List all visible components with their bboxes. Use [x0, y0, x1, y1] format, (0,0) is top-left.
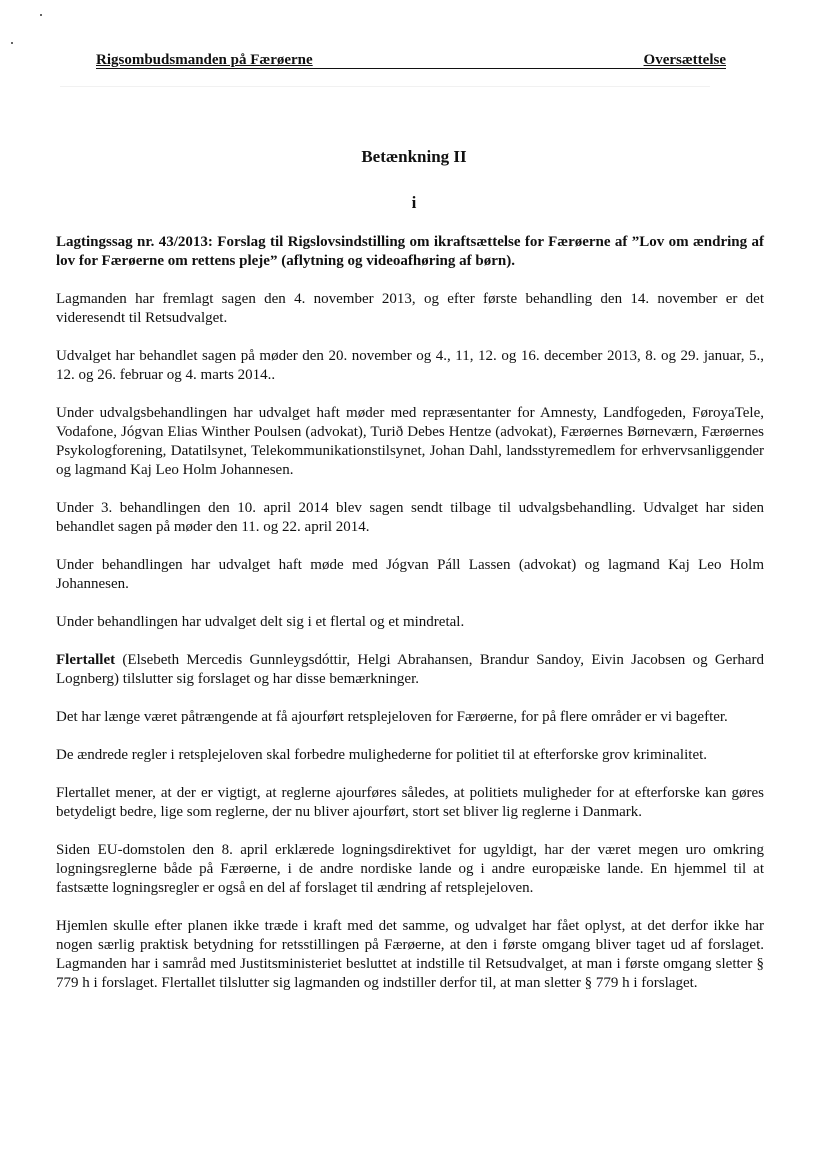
paragraph: Lagmanden har fremlagt sagen den 4. november 2013, og efter første behandling den 14. november er det videresendt til Retsudvalget.	[56, 291, 764, 326]
scan-speck	[11, 42, 13, 44]
section-numeral: i	[411, 193, 417, 212]
faint-scan-line	[60, 86, 710, 87]
paragraph: Siden EU-domstolen den 8. april erklærede logningsdirektivet for ugyldigt, har der været megen uro omkring logningsreglerne både på Færøerne, i de andre nordiske lande og i andre europæiske lande. En hjemmel til at fastsætte logningsregler er også en del af forslaget til ændring af retsplejeloven.	[56, 842, 764, 896]
document-title: Betænkning II	[361, 147, 467, 166]
majority-label: Flertallet	[56, 652, 116, 668]
paragraph: Under behandlingen har udvalget delt sig i et flertal og et mindretal.	[56, 614, 465, 630]
header-translation-label: Oversættelse	[643, 52, 726, 68]
header-authority: Rigsombudsmanden på Færøerne	[96, 52, 313, 68]
document-body	[56, 233, 764, 1012]
paragraph: Udvalget har behandlet sagen på møder den 20. november og 4., 11, 12. og 16. december 2013, 8. og 29. januar, 5., 12. og 26. februar og 4. marts 2014..	[56, 348, 764, 383]
paragraph: Under behandlingen har udvalget haft møde med Jógvan Páll Lassen (advokat) og lagmand Kaj Leo Holm Johannesen.	[56, 557, 764, 592]
paragraph: Under udvalgsbehandlingen har udvalget haft møder med repræsentanter for Amnesty, Landfogeden, FøroyaTele, Vodafone, Jógvan Elias Winther Poulsen (advokat), Turið Debes Hentze (advokat), Færøernes Børneværn, Færøernes Psykologforening, Datatilsynet, Telekommunikationstilsynet, Johan Dahl, landsstyremedlem for erhvervsanliggender og lagmand Kaj Leo Holm Johannesen.	[56, 405, 764, 478]
paragraph: De ændrede regler i retsplejeloven skal forbedre mulighederne for politiet til at efterforske grov kriminalitet.	[56, 747, 708, 763]
paragraph: Det har længe været påtrængende at få ajourført retsplejeloven for Færøerne, for på flere områder er vi bagefter.	[56, 709, 728, 725]
scan-speck	[40, 14, 42, 16]
header-rule	[96, 68, 726, 69]
case-heading: Lagtingssag nr. 43/2013: Forslag til Rigslovsindstilling om ikraftsættelse for Færøerne af ”Lov om ændring af lov for Færøerne om rettens pleje” (aflytning og videoafhøring af børn).	[56, 234, 764, 269]
majority-paragraph	[56, 651, 764, 689]
page-header	[96, 52, 726, 70]
paragraph: Flertallet mener, at der er vigtigt, at reglerne ajourføres således, at politiets muligheder for at efterforske kan gøres betydeligt bedre, lige som reglerne, der nu bliver ajourført, stort set bliver lig reglerne i Danmark.	[56, 785, 764, 820]
paragraph: Hjemlen skulle efter planen ikke træde i kraft med det samme, og udvalget har fået oplyst, at det derfor ikke har nogen særlig praktisk betydning for retsstillingen på Færøerne, at den i første omgang bliver taget ud af forslaget. Lagmanden har i samråd med Justitsministeriet besluttet at indstille til Retsudvalget, at man i første omgang sletter § 779 h i forslaget. Flertallet tilslutter sig lagmanden og indstiller derfor til, at man sletter § 779 h i forslaget.	[56, 918, 764, 991]
paragraph: Under 3. behandlingen den 10. april 2014 blev sagen sendt tilbage til udvalgsbehandling. Udvalget har siden behandlet sagen på møder den 11. og 22. april 2014.	[56, 500, 764, 535]
majority-text: (Elsebeth Mercedis Gunnleygsdóttir, Helgi Abrahansen, Brandur Sandoy, Eivin Jacobsen og Gerhard Lognberg) tilslutter sig forslaget og har disse bemærkninger.	[56, 652, 764, 687]
